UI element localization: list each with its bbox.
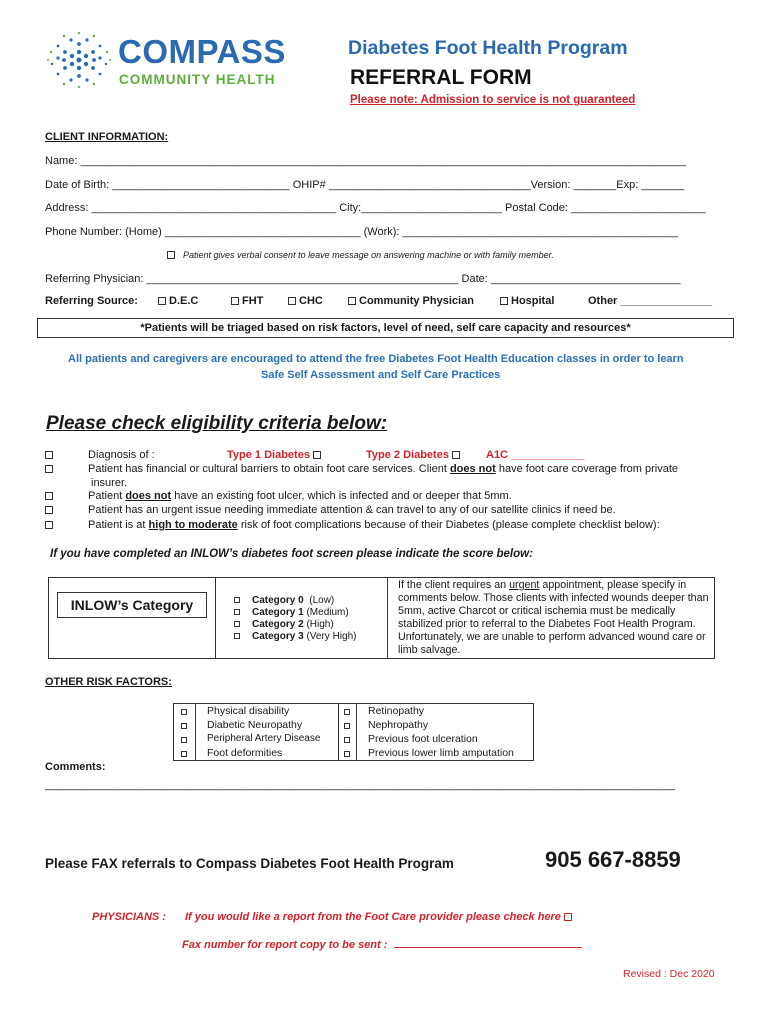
- referring-physician-field[interactable]: Referring Physician: ___________________________________________________ Date: _______________________________: [45, 273, 681, 285]
- inlow-label-cell: [49, 578, 216, 658]
- checkbox[interactable]: [45, 451, 53, 459]
- type2-option[interactable]: [366, 449, 463, 461]
- urgent-word: urgent: [509, 579, 540, 591]
- source-label: D.E.C: [169, 295, 199, 307]
- risk-checkbox[interactable]: [181, 748, 187, 760]
- logo-compass-text: COMPASS: [118, 33, 286, 70]
- referring-source-label: Referring Source:: [45, 295, 138, 307]
- logo: [44, 30, 114, 90]
- urgent-text: If the client requires an: [398, 579, 510, 591]
- checkbox[interactable]: [45, 521, 53, 529]
- checkbox[interactable]: [45, 465, 53, 473]
- risk-label: Previous lower limb amputation: [368, 747, 514, 759]
- item-text: Patient has an urgent issue needing immediate attention & can travel to any of our satellite clinics if need be.: [88, 504, 616, 516]
- risk-checkbox[interactable]: [344, 720, 350, 732]
- type1-label: Type 1 Diabetes: [227, 449, 310, 461]
- source-label: FHT: [242, 295, 264, 307]
- category-level: (Low): [309, 595, 335, 606]
- consent-checkbox[interactable]: [167, 251, 175, 259]
- consent-row: [167, 250, 554, 260]
- checkbox[interactable]: [234, 597, 240, 603]
- fax-copy-field[interactable]: [394, 938, 582, 948]
- checkbox[interactable]: [500, 297, 508, 305]
- source-label: Hospital: [511, 295, 555, 307]
- type2-label: Type 2 Diabetes: [366, 449, 449, 461]
- category-name: Category 3: [252, 631, 304, 642]
- address-field[interactable]: Address: ________________________________________ City:_______________________ Postal Code: ______________________: [45, 202, 706, 214]
- category-name: Category 1: [252, 607, 304, 618]
- checkbox[interactable]: [348, 297, 356, 305]
- source-dec[interactable]: [158, 295, 198, 307]
- eligibility-item-risk: [45, 519, 660, 531]
- inlow-category-cell: [216, 578, 388, 658]
- risk-checkbox[interactable]: [181, 706, 187, 718]
- item-text: Patient: [88, 490, 126, 502]
- source-label: Community Physician: [359, 295, 474, 307]
- source-hospital[interactable]: [500, 295, 554, 307]
- item-text: have an existing foot ulcer, which is infected and or deeper that 5mm.: [171, 490, 512, 502]
- risk-label: Nephropathy: [368, 719, 429, 731]
- risk-label: Peripheral Artery Disease: [207, 733, 321, 744]
- category-name: Category 0: [252, 595, 304, 606]
- report-request: [185, 911, 575, 923]
- revised-date: Revised : Dec 2020: [623, 968, 715, 980]
- dob-field[interactable]: Date of Birth: _____________________________ OHIP# _________________________________Version: _______Exp: _______: [45, 179, 685, 191]
- category-level: (High): [306, 619, 334, 630]
- risk-label: Retinopathy: [368, 705, 425, 717]
- risk-checkbox[interactable]: [181, 734, 187, 746]
- comments-label: Comments:: [45, 761, 106, 773]
- report-request-text: If you would like a report from the Foot Care provider please check here: [185, 911, 561, 923]
- item-text: Patient has financial or cultural barriers to obtain foot care services. Client: [88, 463, 450, 475]
- checkbox[interactable]: [231, 297, 239, 305]
- category-level: (Very High): [306, 631, 357, 642]
- eligibility-item-urgent: [45, 504, 616, 516]
- checkbox[interactable]: [288, 297, 296, 305]
- eligibility-heading: Please check eligibility criteria below:: [46, 413, 388, 434]
- risk-label: Physical disability: [207, 705, 290, 717]
- source-other[interactable]: Other _______________: [588, 295, 713, 307]
- diagnosis-label: Diagnosis of :: [88, 449, 155, 461]
- risk-label: Diabetic Neuropathy: [207, 719, 303, 731]
- referring-source-row: [45, 295, 138, 307]
- risk-checkbox[interactable]: [181, 720, 187, 732]
- risk-heading: OTHER RISK FACTORS:: [45, 676, 172, 688]
- eligibility-item-diagnosis: [45, 449, 155, 461]
- inlow-table: [48, 577, 715, 659]
- type2-checkbox[interactable]: [452, 451, 460, 459]
- report-checkbox[interactable]: [564, 913, 572, 921]
- type1-option[interactable]: [227, 449, 324, 461]
- fax-number: 905 667-8859: [545, 847, 681, 872]
- risk-label: Foot deformities: [207, 747, 283, 759]
- source-chc[interactable]: [288, 295, 323, 307]
- phone-field[interactable]: Phone Number: (Home) ________________________________ (Work): _____________________________________________: [45, 226, 678, 238]
- logo-community-health-text: COMMUNITY HEALTH: [119, 72, 276, 87]
- a1c-field[interactable]: A1C ____________: [486, 449, 585, 461]
- item-text: risk of foot complications because of their Diabetes (please complete checklist below):: [237, 519, 660, 531]
- eligibility-item-barriers: [45, 463, 678, 475]
- fax-copy-label: Fax number for report copy to be sent :: [182, 939, 388, 951]
- risk-label: Previous foot ulceration: [368, 733, 478, 745]
- eligibility-item-barriers-cont: insurer.: [91, 477, 128, 489]
- item-text: Patient is at: [88, 519, 149, 531]
- client-info-heading: CLIENT INFORMATION:: [45, 131, 169, 143]
- education-note-line2: Safe Self Assessment and Self Care Practices: [261, 369, 501, 381]
- risk-checkbox[interactable]: [344, 748, 350, 760]
- source-fht[interactable]: [231, 295, 263, 307]
- risk-factors-table: [173, 703, 534, 761]
- name-field[interactable]: Name: ___________________________________________________________________________________________________: [45, 155, 687, 167]
- checkbox[interactable]: [234, 621, 240, 627]
- admission-note: Please note: Admission to service is not guaranteed: [350, 94, 636, 106]
- item-emphasis: does not: [125, 490, 172, 502]
- category-3-option[interactable]: [234, 631, 356, 642]
- checkbox[interactable]: [45, 492, 53, 500]
- triage-note: *Patients will be triaged based on risk factors, level of need, self care capacity and resources*: [37, 318, 734, 338]
- type1-checkbox[interactable]: [313, 451, 321, 459]
- category-1-option[interactable]: [234, 607, 349, 618]
- fax-instruction: Please FAX referrals to Compass Diabetes Foot Health Program: [45, 856, 454, 871]
- checkbox[interactable]: [158, 297, 166, 305]
- risk-checkbox[interactable]: [344, 706, 350, 718]
- inlow-urgent-note: [388, 578, 714, 658]
- checkbox[interactable]: [45, 506, 53, 514]
- education-note-line1: All patients and caregivers are encouraged to attend the free Diabetes Foot Health Education classes in order to learn: [68, 353, 684, 365]
- risk-checkbox[interactable]: [344, 734, 350, 746]
- compass-logo-icon: [44, 30, 114, 90]
- inlow-label: INLOW’s Category: [57, 592, 207, 618]
- category-2-option[interactable]: [234, 619, 334, 630]
- physicians-label: PHYSICIANS :: [92, 911, 166, 923]
- eligibility-item-ulcer: [45, 490, 512, 502]
- consent-label: Patient gives verbal consent to leave message on answering machine or with family member.: [183, 250, 554, 260]
- source-community-physician[interactable]: [348, 295, 474, 307]
- fax-copy-row: [182, 938, 582, 951]
- item-text: have foot care coverage from private: [495, 463, 679, 475]
- category-name: Category 2: [252, 619, 304, 630]
- checkbox[interactable]: [234, 633, 240, 639]
- item-emphasis: high to moderate: [148, 519, 238, 531]
- inlow-heading: If you have completed an INLOW’s diabetes foot screen please indicate the score below:: [50, 548, 533, 560]
- form-title: REFERRAL FORM: [350, 66, 532, 89]
- checkbox[interactable]: [234, 609, 240, 615]
- category-level: (Medium): [306, 607, 349, 618]
- source-label: CHC: [299, 295, 323, 307]
- item-emphasis: does not: [449, 463, 496, 475]
- program-title: Diabetes Foot Health Program: [348, 37, 628, 59]
- category-0-option[interactable]: [234, 595, 334, 606]
- urgent-text: appointment, please specify in comments below. Those clients with infected wounds deeper than 5mm, active Charcot or critical ischemia must be medically stabilized prior to referral to the Diabetes Foot Health Program. Unfortunately, we are unable to perform advanced wound care or limb salvage.: [398, 579, 709, 656]
- comments-field[interactable]: _______________________________________________________________________________________________________: [45, 779, 676, 791]
